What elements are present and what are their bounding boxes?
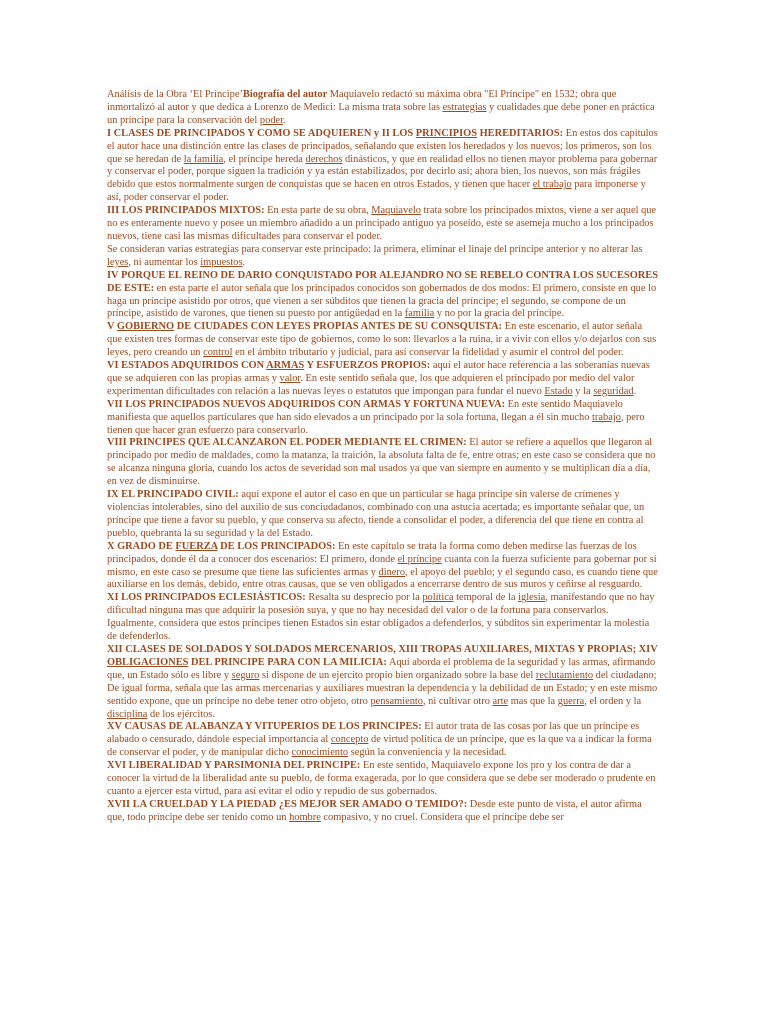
link-text[interactable]: GOBIERNO: [116, 321, 175, 333]
section-heading: HEREDITARIOS:: [477, 127, 564, 139]
section-heading: XVII LA CRUELDAD Y LA PIEDAD ¿ES MEJOR SER AMADO O TEMIDO?:: [107, 798, 468, 810]
section-heading: V: [107, 321, 117, 333]
paragraph: [107, 799, 659, 825]
body-text: .: [242, 256, 245, 268]
body-text: trata sobre los principados mixtos, viene a ser aquel que no es enteramente nuevo y posee un miembro añadido a un principado antiguo ya poseído, este se asemeja mucho a los principados nuevos, tiene casi las mismas dificultades para conservar el poder.: [107, 205, 657, 242]
body-text: .: [283, 114, 286, 126]
body-text: , el orden y la: [584, 695, 642, 707]
link-text[interactable]: leyes: [107, 256, 129, 268]
section-heading: VIII PRINCIPES QUE ALCANZARON EL PODER MEDIANTE EL CRIMEN:: [107, 437, 467, 449]
body-text: En esta parte de su obra,: [264, 205, 372, 217]
link-text[interactable]: guerra: [557, 695, 585, 707]
paragraph: [107, 437, 659, 489]
body-text: y no por la gracia del príncipe.: [434, 308, 565, 320]
body-text: En este escenario, el autor señala que existen tres formas de conservar este tipo de gobiernos, como lo son: llevarlos a la ruina, ir a vivir con ellos y/o dejarlos con sus leyes, pero creando un: [107, 321, 657, 359]
paragraph: [107, 89, 659, 128]
section-heading: IV PORQUE EL REINO DE DARIO CONQUISTADO POR ALEJANDRO NO SE REBELO CONTRA LOS SUCESORES DE ESTE:: [107, 269, 659, 294]
link-text[interactable]: iglesia: [518, 592, 546, 604]
section-heading: XVI LIBERALIDAD Y PARSIMONIA DEL PRINCIPE:: [107, 760, 361, 772]
link-text[interactable]: estrategias: [442, 101, 487, 113]
link-text[interactable]: PRINCIPIOS: [415, 127, 477, 139]
paragraph: [107, 205, 659, 244]
section-heading: DE LOS PRINCIPADOS:: [217, 540, 336, 552]
section-heading: IX EL PRINCIPADO CIVIL:: [107, 489, 239, 501]
body-text: aquí expone el autor el caso en que un particular se haga príncipe sin valerse de crímenes y violencias intolerables, sino del auxilio de sus conciudadanos, combinado con una astucia acertada; es importante señalar que, un príncipe que tiene a favor su pueblo, y que conserva su afecto, tiende a consolidar el poder, a diferencia del que tiene en contra al pueblo, quebranta la su seguridad y la del Estado.: [107, 489, 645, 539]
section-heading: Y ESFUERZOS PROPIOS:: [304, 360, 431, 372]
body-text: cuanta con la fuerza suficiente para gobernar por sí mismo, en este caso se presume que tiene las suficientes armas y: [107, 553, 657, 578]
link-text[interactable]: FUERZA: [175, 540, 218, 552]
body-text: , ni cultivar otro: [422, 695, 493, 707]
body-text: .: [633, 385, 637, 397]
section-heading: Biografía del autor: [242, 89, 328, 100]
body-text: dinásticos, y que en realidad ellos no tienen mayor problema para gobernar y conservar el poder, porque siguen la tradición y ya están estabilizados, por decirlo así; ahora bien, los nuevos, son más frágiles debido que estos normalmente surgen de conquistas que se hacen en otros Estados, y tienen que hacer: [107, 153, 658, 191]
paragraph: [107, 644, 659, 721]
section-heading: X GRADO DE: [107, 540, 176, 552]
section-heading: XII CLASES DE SOLDADOS Y SOLDADOS MERCENARIOS, XIII TROPAS AUXILIARES, MIXTAS Y PROPIAS; XIV: [107, 643, 658, 655]
body-text: en el ámbito tributario y judicial, para así conservar la fidelidad y asumir el control del poder.: [232, 347, 624, 359]
paragraph: [107, 244, 659, 270]
body-text: El autor trata de las cosas por las que un príncipe es alabado o censurado, dándole especial importancia al: [107, 721, 640, 746]
link-text[interactable]: el príncipe: [397, 553, 442, 565]
body-text: Desde este punto de vista, el autor afirma que, todo príncipe debe ser tenido como un: [107, 798, 642, 823]
link-text[interactable]: política: [422, 592, 454, 604]
body-text: , el príncipe hereda: [223, 153, 306, 165]
body-text: de los ejércitos.: [147, 708, 215, 720]
link-text[interactable]: conocimiento: [291, 747, 349, 759]
link-text[interactable]: Estado: [544, 385, 573, 397]
paragraph: [107, 541, 659, 593]
body-text: En este capítulo se trata la forma como deben medirse las fuerzas de los principados, donde él da a conocer dos escenarios: El primero, donde: [107, 540, 637, 565]
body-text: Se consideran varias estrategias para conservar este principado: la primera, eliminar el linaje del príncipe anterior y no alterar las: [107, 243, 643, 255]
body-text: de virtud política de un príncipe, que es la que va a indicar la forma de conservar el poder, y de manipular dicho: [107, 734, 652, 759]
link-text[interactable]: trabajo: [592, 411, 621, 423]
section-heading: DE CIUDADES CON LEYES PROPIAS ANTES DE SU CONSQUISTA:: [174, 321, 503, 333]
body-text: En este sentido, Maquiavelo expone los pro y los contra de dar a conocer la virtud de la liberalidad ante su pueblo, de forma exagerada, por lo que considera que se debe ser moderado o prudente en cuanto a ejercer esta virtud, para así evitar el odio y repudio de sus gobernados.: [107, 760, 656, 797]
link-text[interactable]: seguro: [231, 669, 260, 681]
section-heading: XV CAUSAS DE ALABANZA Y VITUPERIOS DE LOS PRINCIPES:: [107, 721, 422, 733]
body-text: Aquí aborda el problema de la seguridad y las armas, afirmando que, un Estado sólo es libre y: [107, 656, 656, 681]
body-text: . En este sentido señala que, los que adquieren el principado por medio del valor experimentan dificultades con relación a las nuevas leyes o estatutos que impongan para fundar el nuevo: [107, 372, 635, 397]
body-text: Análisis de la Obra ‘El Príncipe’: [107, 89, 243, 100]
body-text: compasivo, y no cruel. Considera que el príncipe debe ser: [320, 811, 564, 823]
body-text: Resalta su desprecio por la: [305, 592, 423, 604]
link-text[interactable]: valor: [279, 372, 301, 384]
link-text[interactable]: la familia: [183, 153, 224, 165]
body-text: El autor se refiere a aquellos que llegaron al principado por medio de maldades, como la matanza, la traición, la absoluta falta de fe, entre otras; en este caso se considera que no se alcanza ninguna gloria, cuando los actos de severidad son mal usados ya que van siempre en aumento y se multiplican día a día, en vez de disminuirse.: [107, 437, 656, 488]
link-text[interactable]: derechos: [305, 153, 343, 165]
link-text[interactable]: control: [203, 347, 233, 359]
paragraph: [107, 489, 659, 541]
section-heading: XI LOS PRINCIPADOS ECLESIÁSTICOS:: [107, 592, 306, 604]
body-text: , manifestando que no hay dificultad ninguna mas que adquirir la posesión suya, y que no hay necesidad del valor o de la fortuna para conservarlos. Igualmente, considera que estos príncipes tienen Estados sin estar obligados a defenderlos, y súbditos sin experimentar la molestia de defenderlos.: [107, 592, 655, 643]
link-text[interactable]: OBLIGACIONES: [107, 656, 189, 668]
paragraph: [107, 399, 659, 438]
body-text: para imponerse y así, poder conservar el poder.: [107, 179, 646, 204]
body-text: En estos dos capítulos el autor hace una distinción entre las clases de principados, señalando que existen los heredados y los nuevos; los primeros, son los que se heredan de: [107, 127, 658, 165]
link-text[interactable]: dinero: [378, 566, 406, 578]
body-text: , el apoyo del pueblo; y el segundo caso, es cuando tiene que auxiliarse en los demás, debido, entre otras causas, que se ven obligados a encerrarse dentro de sus muros y ceñirse al resguardo.: [107, 566, 658, 591]
body-text: si dispone de un ejercito propio bien organizado sobre la base del: [259, 669, 536, 681]
link-text[interactable]: familia: [404, 308, 435, 320]
body-text: , pero tienen que hacer gran esfuerzo para conservarlo.: [107, 411, 645, 436]
body-text: En este sentido Maquiavelo manifiesta que aquellos particulares que han sido elevados a un principado por la sola fortuna, llegan a él sin mucho: [107, 398, 623, 423]
paragraph: [107, 270, 659, 322]
link-text[interactable]: poder: [259, 114, 284, 126]
body-text: y cualidades que debe poner en práctica un príncipe para la conservación del: [107, 101, 655, 126]
link-text[interactable]: Maquiavelo: [371, 205, 421, 217]
body-text: aquí el autor hace referencia a las soberanías nuevas que se adquieren con las propias armas y: [107, 360, 650, 384]
body-text: del ciudadano; De igual forma, señala que las armas mercenarias y auxiliares muestran la dependencia y la debilidad de un Estado; y en este mismo sentido expone, que un príncipe no debe tener otro objeto, otro: [107, 669, 658, 707]
body-text: mas que la: [508, 695, 558, 707]
body-text: Maquiavelo redactó su máxima obra "El Príncipe" en 1532; obra que inmortalizó al autor y que dedica a Lorenzo de Medici: La misma trata sobre las: [107, 89, 617, 113]
link-text[interactable]: concepto: [330, 734, 369, 746]
body-text: , ni aumentar los: [128, 256, 201, 268]
section-heading: VI ESTADOS ADQUIRIDOS CON: [107, 360, 267, 372]
body-text: en esta parte el autor señala que los principados conocidos son gobernados de dos modos: El primero, consiste en que lo haga un príncipe asistido por otros, que vienen a ser súbditos que tienen la gracia del príncipe; el segundo, se compone de un príncipe, asistido de varones, que tienen su puesto por antigüedad en la: [107, 282, 657, 320]
paragraph: [107, 721, 659, 760]
link-text[interactable]: reclutamiento: [535, 669, 594, 681]
paragraph: [107, 360, 659, 399]
paragraph: [107, 760, 659, 799]
link-text[interactable]: hombre: [289, 811, 321, 823]
link-text[interactable]: seguridad: [593, 385, 634, 397]
paragraph: [107, 128, 659, 205]
document-body: [107, 89, 659, 825]
section-heading: DEL PRINCIPE PARA CON LA MILICIA:: [188, 656, 387, 668]
body-text: según la conveniencia y la necesidad.: [348, 747, 507, 759]
link-text[interactable]: ARMAS: [266, 360, 305, 372]
section-heading: VII LOS PRINCIPADOS NUEVOS ADQUIRIDOS CON ARMAS Y FORTUNA NUEVA:: [107, 398, 506, 410]
section-heading: I CLASES DE PRINCIPADOS Y COMO SE ADQUIEREN y II LOS: [107, 127, 416, 139]
paragraph: [107, 592, 659, 644]
link-text[interactable]: disciplina: [107, 708, 148, 720]
body-text: y la: [572, 385, 594, 397]
section-heading: III LOS PRINCIPADOS MIXTOS:: [107, 205, 265, 217]
link-text[interactable]: impuestos: [200, 256, 243, 268]
paragraph: [107, 321, 659, 360]
link-text[interactable]: pensamiento: [370, 695, 423, 707]
body-text: temporal de la: [453, 592, 519, 604]
link-text[interactable]: arte: [492, 695, 509, 707]
link-text[interactable]: el trabajo: [532, 179, 572, 191]
